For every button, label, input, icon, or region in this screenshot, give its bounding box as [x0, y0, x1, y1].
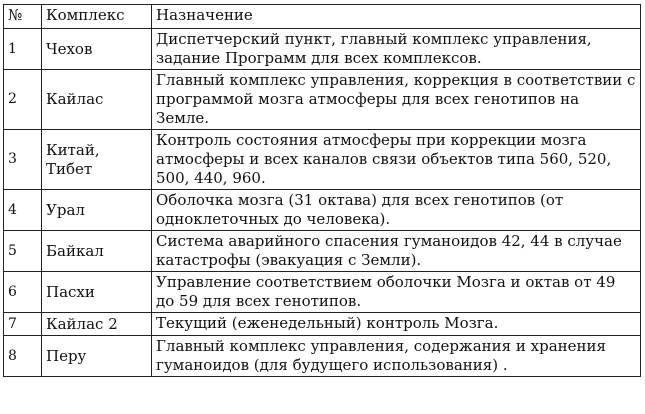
- row-purpose: Диспетчерский пункт, главный комплекс управления, задание Программ для всех комплексов.: [152, 29, 641, 70]
- row-purpose: Контроль состояния атмосферы при коррекции мозга атмосферы и всех каналов связи объектов типа 560, 520, 500, 440, 960.: [152, 130, 641, 190]
- table-row: [4, 29, 641, 70]
- row-number: 5: [4, 231, 42, 272]
- row-purpose: Главный комплекс управления, содержания и хранения гуманоидов (для будущего использования) .: [152, 336, 641, 377]
- row-number: 8: [4, 336, 42, 377]
- row-purpose: Управление соответствием оболочки Мозга и октав от 49 до 59 для всех генотипов.: [152, 272, 641, 313]
- row-complex: Пасхи: [42, 272, 152, 313]
- row-purpose: Главный комплекс управления, коррекция в соответствии с программой мозга атмосферы для всех генотипов на Земле.: [152, 70, 641, 130]
- table-row: [4, 70, 641, 130]
- header-number: №: [4, 5, 42, 29]
- complexes-table: [3, 4, 641, 377]
- row-complex: Кайлас 2: [42, 313, 152, 336]
- row-number: 2: [4, 70, 42, 130]
- row-complex: Урал: [42, 190, 152, 231]
- row-complex: Чехов: [42, 29, 152, 70]
- row-purpose: Текущий (еженедельный) контроль Мозга.: [152, 313, 641, 336]
- table-header-row: [4, 5, 641, 29]
- row-complex: Китай, Тибет: [42, 130, 152, 190]
- row-number: 1: [4, 29, 42, 70]
- table-row: [4, 231, 641, 272]
- table-row: [4, 190, 641, 231]
- table-row: [4, 336, 641, 377]
- row-number: 4: [4, 190, 42, 231]
- table-row: [4, 130, 641, 190]
- row-purpose: Система аварийного спасения гуманоидов 42, 44 в случае катастрофы (эвакуация с Земли).: [152, 231, 641, 272]
- row-complex: Кайлас: [42, 70, 152, 130]
- table-row: [4, 313, 641, 336]
- row-number: 7: [4, 313, 42, 336]
- header-complex: Комплекс: [42, 5, 152, 29]
- row-complex: Перу: [42, 336, 152, 377]
- row-number: 6: [4, 272, 42, 313]
- row-number: 3: [4, 130, 42, 190]
- table-row: [4, 272, 641, 313]
- header-purpose: Назначение: [152, 5, 641, 29]
- row-complex: Байкал: [42, 231, 152, 272]
- row-purpose: Оболочка мозга (31 октава) для всех генотипов (от одноклеточных до человека).: [152, 190, 641, 231]
